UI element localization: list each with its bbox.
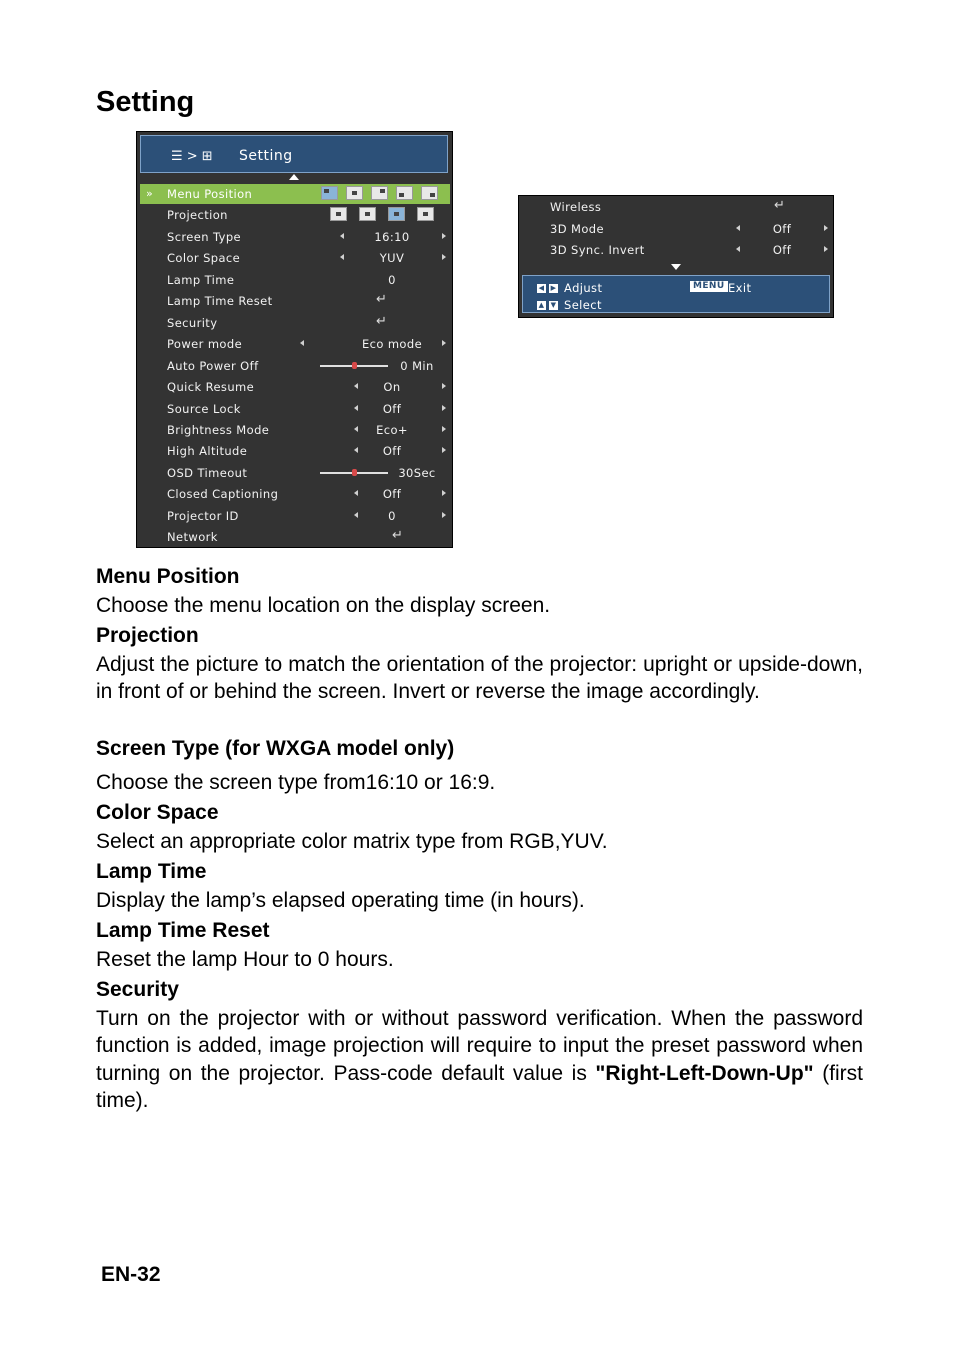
osd-row-label: Wireless [550, 200, 602, 214]
osd-row-label: Lamp Time Reset [167, 294, 273, 309]
osd-row-label: Lamp Time [167, 272, 235, 287]
osd-row-label: Projector ID [167, 508, 239, 523]
security-text-default-code: "Right-Left-Down-Up" [595, 1061, 814, 1085]
osd-row-osd-timeout[interactable] [140, 463, 450, 483]
arrow-right-icon[interactable] [442, 233, 446, 239]
section-heading-menu-position: Menu Position [96, 565, 240, 588]
slider-track[interactable] [320, 365, 388, 367]
osd-row-value: On [383, 380, 401, 395]
security-text-pre: Turn on the projector with or without password verification. When the password function is added, image projection will require to input the preset password when turning on the projector. Pass-code default value is [96, 1007, 863, 1085]
osd-row-label: Source Lock [167, 401, 241, 416]
section-heading-lamp-time: Lamp Time [96, 860, 207, 883]
osd-row-label: Auto Power Off [167, 358, 259, 373]
section-text-projection: Adjust the picture to match the orientation of the projector: upright or upside-down, in front of or behind the screen. Invert or reverse the image accordingly. [96, 653, 863, 704]
left-right-keys-icon: ◀ ▶ [538, 284, 557, 292]
osd-row-label: Quick Resume [167, 380, 255, 395]
arrow-left-icon[interactable] [736, 246, 740, 252]
osd-row-security[interactable] [140, 313, 450, 333]
osd-row-label: Projection [167, 208, 228, 223]
menu-key-icon: MENU [690, 281, 728, 292]
osd-row-label: Menu Position [167, 187, 253, 201]
projection-rear-ceiling-icon[interactable] [417, 207, 434, 221]
osd-row-wireless[interactable] [522, 197, 830, 217]
projection-front-icon[interactable] [330, 207, 347, 221]
projection-ceiling-icon[interactable] [388, 207, 405, 221]
arrow-right-icon[interactable] [442, 490, 446, 496]
osd-row-value: 0 [388, 272, 396, 287]
osd-row-value: Eco mode [361, 337, 423, 352]
section-text-lamp-time-reset: Reset the lamp Hour to 0 hours. [96, 948, 394, 971]
slider-knob[interactable] [352, 362, 357, 369]
osd-row-lamp-time[interactable] [140, 270, 450, 290]
security-text-post: (first time). [96, 1061, 864, 1112]
menu-position-c-icon[interactable] [346, 186, 363, 200]
arrow-right-icon[interactable] [824, 246, 828, 252]
osd-row-value: Eco+ [376, 422, 408, 437]
osd-row-lamp-time-reset[interactable] [140, 291, 450, 311]
osd-row-3d-mode[interactable] [522, 219, 830, 239]
osd-row-3d-sync-invert[interactable] [522, 240, 830, 260]
arrow-left-icon[interactable] [340, 233, 344, 239]
section-heading-projection: Projection [96, 624, 199, 647]
arrow-left-icon[interactable] [736, 225, 740, 231]
enter-icon[interactable]: ↵ [376, 313, 388, 329]
arrow-right-icon[interactable] [442, 254, 446, 260]
section-text-screen-type: Choose the screen type from16:10 or 16:9. [96, 771, 496, 794]
slider-knob[interactable] [352, 469, 357, 476]
osd-row-auto-power-off[interactable] [140, 356, 450, 376]
selection-chevron-icon: » [146, 187, 154, 200]
osd-row-closed-captioning[interactable] [140, 484, 450, 504]
osd-row-label: Screen Type [167, 229, 242, 244]
osd-row-value: 0 Min [400, 358, 434, 373]
section-heading-color-space: Color Space [96, 801, 219, 824]
scroll-up-icon [289, 174, 299, 180]
osd-row-label: Color Space [167, 251, 241, 266]
osd-row-label: Power mode [167, 337, 243, 352]
osd-row-value: Off [772, 221, 792, 236]
osd-row-value: 16:10 [374, 229, 410, 244]
osd-row-source-lock[interactable] [140, 399, 450, 419]
section-heading-security: Security [96, 978, 179, 1001]
osd-row-value: 0 [388, 508, 396, 523]
osd-row-value: Off [382, 487, 402, 502]
osd-row-label: Security [167, 315, 218, 330]
osd-row-label: Network [167, 530, 218, 545]
osd-row-value: Off [772, 243, 792, 257]
osd-row-label: Closed Captioning [167, 487, 279, 502]
page-title: Setting [96, 86, 195, 118]
osd-row-projector-id[interactable] [140, 506, 450, 526]
page-number: EN-32 [101, 1263, 161, 1286]
osd-row-value: YUV [379, 251, 405, 266]
osd-row-value: Off [382, 401, 402, 416]
arrow-left-icon[interactable] [300, 340, 304, 346]
exit-label: Exit [728, 281, 752, 295]
arrow-right-icon[interactable] [442, 426, 446, 432]
osd-row-screen-type[interactable] [140, 227, 450, 247]
slider-track[interactable] [320, 472, 388, 474]
osd-row-brightness-mode[interactable] [140, 420, 450, 440]
section-text-color-space: Select an appropriate color matrix type from RGB,YUV. [96, 830, 608, 853]
osd-header [140, 135, 448, 173]
section-text-lamp-time: Display the lamp’s elapsed operating time (in hours). [96, 889, 585, 912]
arrow-right-icon[interactable] [442, 340, 446, 346]
osd-row-network[interactable] [140, 527, 450, 547]
osd-row-label: 3D Mode [550, 221, 604, 236]
enter-icon[interactable]: ↵ [392, 528, 404, 544]
menu-position-br-icon[interactable] [421, 186, 438, 200]
section-heading-lamp-time-reset: Lamp Time Reset [96, 919, 270, 942]
arrow-right-icon[interactable] [442, 512, 446, 518]
menu-position-tr-icon[interactable] [371, 186, 388, 200]
menu-icon: ☰ > ⊞ [171, 149, 213, 164]
menu-position-bl-icon[interactable] [396, 186, 413, 200]
menu-position-tl-icon[interactable] [321, 186, 338, 200]
osd-footer [522, 275, 830, 313]
osd-row-label: 3D Sync. Invert [550, 243, 645, 257]
projection-rear-icon[interactable] [359, 207, 376, 221]
select-label: Select [564, 298, 602, 312]
osd-setting-menu [136, 131, 453, 548]
adjust-label: Adjust [564, 281, 603, 295]
arrow-left-icon[interactable] [340, 254, 344, 260]
osd-row-projection[interactable] [140, 205, 450, 225]
osd-row-color-space[interactable] [140, 248, 450, 268]
osd-header-title: Setting [239, 148, 293, 164]
enter-icon[interactable]: ↵ [376, 292, 388, 308]
scroll-down-icon [671, 264, 681, 270]
arrow-right-icon[interactable] [442, 383, 446, 389]
osd-row-power-mode[interactable] [140, 334, 450, 354]
osd-row-menu-position[interactable] [140, 184, 450, 204]
section-text-security [96, 1005, 863, 1114]
osd-row-quick-resume[interactable] [140, 377, 450, 397]
arrow-right-icon[interactable] [824, 225, 828, 231]
osd-row-value: 30Sec [398, 465, 436, 480]
up-down-keys-icon: ▲ ▼ [538, 301, 557, 309]
osd-row-label: OSD Timeout [167, 465, 248, 480]
osd-setting-menu-page-2 [518, 195, 834, 318]
enter-icon[interactable]: ↵ [774, 198, 786, 213]
section-heading-screen-type: Screen Type (for WXGA model only) [96, 737, 455, 760]
osd-row-label: High Altitude [167, 444, 248, 459]
section-text-menu-position: Choose the menu location on the display screen. [96, 594, 551, 617]
osd-row-high-altitude[interactable] [140, 441, 450, 461]
osd-row-label: Brightness Mode [167, 422, 270, 437]
arrow-right-icon[interactable] [442, 405, 446, 411]
arrow-right-icon[interactable] [442, 447, 446, 453]
osd-row-value: Off [382, 444, 402, 459]
